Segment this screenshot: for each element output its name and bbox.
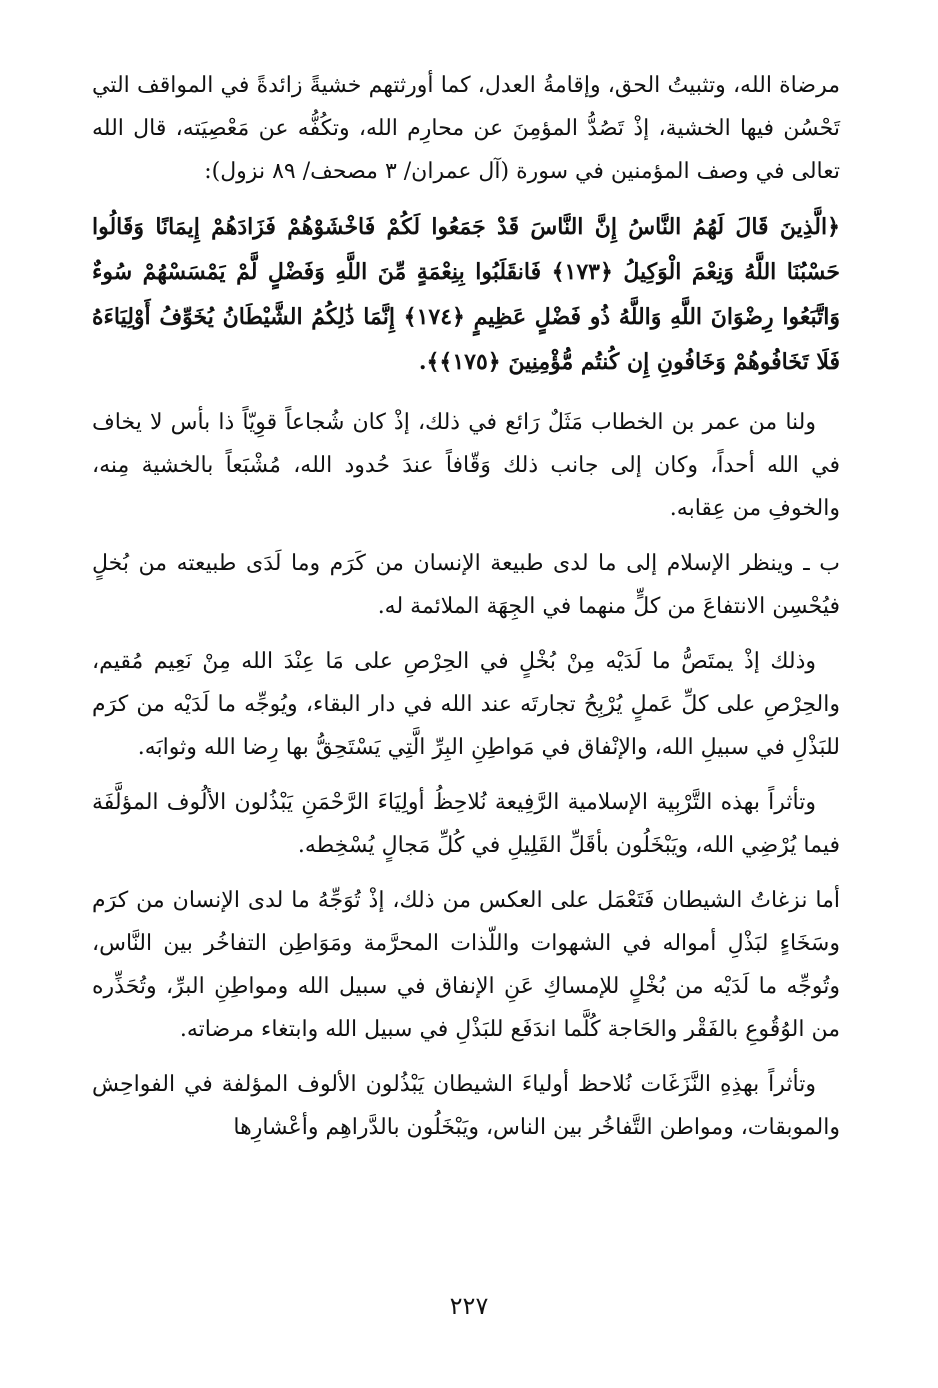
paragraph-generosity: ب ـ وينظر الإسلام إلى ما لدى طبيعة الإنسان من كَرَم وما لَدَى طبيعته من بُخلٍ فيُحْسِن الانتفاعَ من كلٍّ منهما في الجِهَة الملائمة له. xyxy=(92,551,840,619)
paragraph-allies-rahman: وتأثراً بهذه التَّرْبِية الإسلامية الرَّفِيعة نُلاحِظُ أولِيَاءَ الرَّحْمَنِ يَبْذُلون الألُوف المؤلَّفَة فيما يُرْضِي الله، ويَبْخَلُون بأقَلِّ القَلِيلِ في كُلِّ مَجالٍ يُسْخِطه. xyxy=(92,790,840,858)
paragraph-stinginess: وذلك إذْ يمتَصُّ ما لَدَيْه مِنْ بُخْلٍ في الحِرْصِ على مَا عِنْدَ الله مِنْ نَعِيم مُقيم، والحِرْصِ على كلِّ عَملٍ يُرْبِحُ تجارتَه عند الله في دار البقاء، ويُوجِّه ما لَدَيْه من كرَم للبَذْلِ في سبيلِ الله، والإنْفاق في مَواطِنِ البِرِّ الَّتِي يَسْتَحِقُّ بها رِضا الله وثوابَه. xyxy=(92,649,840,760)
quran-verse: ﴿الَّذِينَ قَالَ لَهُمُ النَّاسُ إِنَّ النَّاسَ قَدْ جَمَعُوا لَكُمْ فَاخْشَوْهُمْ فَزَادَهُمْ إِيمَانًا وَقَالُوا حَسْبُنَا اللَّهُ وَنِعْمَ الْوَكِيلُ ﴿١٧٣﴾ فَانقَلَبُوا بِنِعْمَةٍ مِّنَ اللَّهِ وَفَضْلٍ لَّمْ يَمْسَسْهُمْ سُوءٌ وَاتَّبَعُوا رِضْوَانَ اللَّهِ وَاللَّهُ ذُو فَضْلٍ عَظِيمٍ ﴿١٧٤﴾ إِنَّمَا ذَٰلِكُمُ الشَّيْطَانُ يُخَوِّفُ أَوْلِيَاءَهُ فَلَا تَخَافُوهُمْ وَخَافُونِ إِن كُنتُم مُّؤْمِنِينَ ﴿١٧٥﴾﴾. xyxy=(92,214,840,375)
paragraph-satan-whispers: أما نزغاتُ الشيطان فَتَعْمَل على العكس من ذلك، إذْ تُوَجِّهُ ما لدى الإنسان من كرَم وسَخَاءٍ لبَذْلِ أمواله في الشهوات واللّذات المحرَّمة ومَوَاطِن التفاخُر بين النَّاس، وتُوجِّه ما لَدَيْه من بُخْلٍ للإمساكِ عَنِ الإنفاق في سبيل الله ومواطِنِ البرِّ، وتُحَذِّره من الوُقُوعِ بالفَقْر والحَاجة كُلَّما اندَفَع للبَذْلِ في سبيل الله وابتغاء مرضاته. xyxy=(92,888,840,1042)
paragraph-umar: ولنا من عمر بن الخطاب مَثَلٌ رَائع في ذلك، إذْ كان شُجاعاً قوِيّاً ذا بأس لا يخاف في الله أحداً، وكان إلى جانب ذلك وَقّافاً عندَ حُدود الله، مُشْبَعاً بالخشية مِنه، والخوفِ من عِقابه. xyxy=(92,410,840,521)
paragraph-intro: مرضاة الله، وتثبيتُ الحق، وإقامةُ العدل، كما أورثتهم خشيةً زائدةً في المواقف التي تَحْسُن فيها الخشية، إذْ تَصُدُّ المؤمِنَ عن محارِم الله، وتكُفُّه عن مَعْصِيَته، قال الله تعالى في وصف المؤمنين في سورة (آل عمران/ ٣ مصحف/ ٨٩ نزول): xyxy=(92,73,840,184)
paragraph-allies-satan: وتأثراً بهذِهِ النَّزَغَات نُلاحظ أولياءَ الشيطان يَبْذُلون الألوف المؤلفة في الفواحِش والموبقات، ومواطن التَّفاخُر بين الناس، ويَبْخَلُون بالدَّراهِم وأعْشارِها xyxy=(92,1072,840,1140)
page-number: ٢٢٧ xyxy=(449,1292,489,1320)
